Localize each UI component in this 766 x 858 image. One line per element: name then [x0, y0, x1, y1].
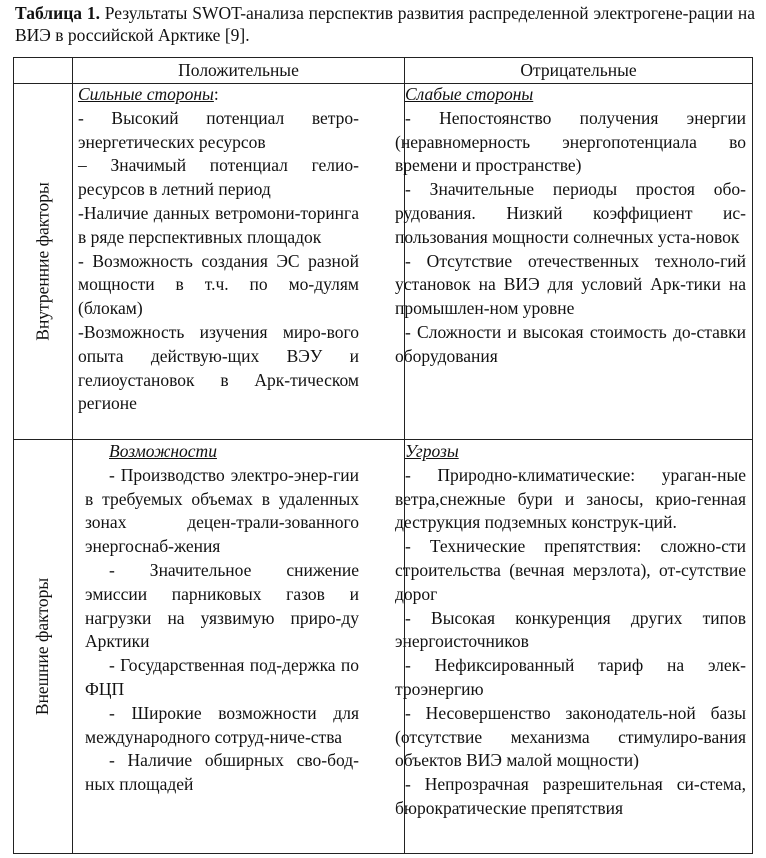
opportunities-title: Возможности	[109, 441, 217, 461]
threats-cell	[395, 440, 746, 821]
strengths-title: Сильные стороны	[78, 84, 214, 104]
swot-table	[13, 57, 753, 854]
opportunity-item: - Производство электро-энер-гии в требуемых объемах в удаленных зонах децен-трали-зованного энергоснаб-жения	[85, 464, 359, 557]
opportunity-item: - Наличие обширных сво-бод-ных площадей	[85, 750, 359, 795]
opportunity-item: - Государственная под-держка по ФЦП	[85, 655, 359, 699]
column-header-negative: Отрицательные	[520, 60, 637, 80]
threat-item: - Несовершенство законодатель-ной базы (отсутствие механизма стимулиро-вания объектов ВИЭ малой мощности)	[395, 702, 746, 771]
threat-item: - Технические препятствия: сложно-сти строительства (вечная мерзлота), от-сутствие дорог	[395, 536, 746, 604]
opportunities-heading	[85, 440, 359, 464]
weaknesses-title: Слабые стороны	[405, 84, 534, 104]
threat-item: - Высокая конкуренция других типов энергоисточников	[395, 607, 746, 652]
opportunities-cell	[85, 440, 359, 797]
strength-item: - Возможность создания ЭС разной мощности в т.ч. по мо-дулям (блокам)	[78, 250, 359, 319]
threat-item: - Непрозрачная разрешительная си-стема, бюрократические препятствия	[395, 774, 746, 818]
strength-item: -Возможность изучения миро-вого опыта действую-щих ВЭУ и гелиоустановок в Арк-тическом регионе	[78, 321, 359, 414]
weakness-item: - Сложности и высокая стоимость до-ставки оборудования	[395, 321, 746, 366]
strength-item: – Значимый потенциал гелио-ресурсов в летний период	[78, 155, 359, 200]
column-header-positive: Положительные	[178, 60, 299, 80]
row-label-external	[14, 440, 72, 853]
strength-item: -Наличие данных ветромони-торинга в ряде перспективных площадок	[78, 202, 359, 247]
weaknesses-heading	[395, 83, 746, 107]
row-label-internal-text: Внутренние факторы	[32, 182, 53, 341]
opportunity-item: - Широкие возможности для международного сотруд-ниче-ства	[85, 702, 359, 747]
strengths-cell	[78, 83, 359, 416]
row-label-internal	[14, 84, 72, 439]
weakness-item: - Значительные периоды простоя обо-рудования. Низкий коэффициент ис-пользования мощности солнечных уста-новок	[395, 179, 746, 247]
table-divider-side	[72, 58, 73, 853]
table-caption	[15, 2, 755, 46]
strengths-title-suffix: :	[213, 84, 219, 104]
threats-heading	[395, 440, 746, 464]
threat-item: - Природно-климатические: ураган-ные ветра,снежные бури и заносы, крио-генная деструкция подземных конструк-ций.	[395, 464, 746, 533]
row-label-external-text: Внешние факторы	[32, 577, 53, 716]
threats-title: Угрозы	[405, 441, 459, 461]
weakness-item: - Отсутствие отечественных техноло-гий установок на ВИЭ для условий Арк-тики на промышлен-ном уровне	[395, 250, 746, 319]
strengths-heading	[78, 83, 359, 107]
caption-label: Таблица 1.	[15, 3, 100, 23]
weakness-item: - Непостоянство получения энергии (неравномерность энергопотенциала во времени и пространстве)	[395, 107, 746, 176]
caption-text: Результаты SWOT-анализа перспектив развития распределенной электрогене-рации на ВИЭ в российской Арктике [9].	[15, 3, 756, 45]
threat-item: - Нефиксированный тариф на элек-троэнергию	[395, 655, 746, 699]
opportunity-item: - Значительное снижение эмиссии парниковых газов и нагрузки на уязвимую приро-ду Арктики	[85, 559, 359, 652]
weaknesses-cell	[395, 83, 746, 369]
strength-item: - Высокий потенциал ветро-энергетических ресурсов	[78, 107, 359, 152]
